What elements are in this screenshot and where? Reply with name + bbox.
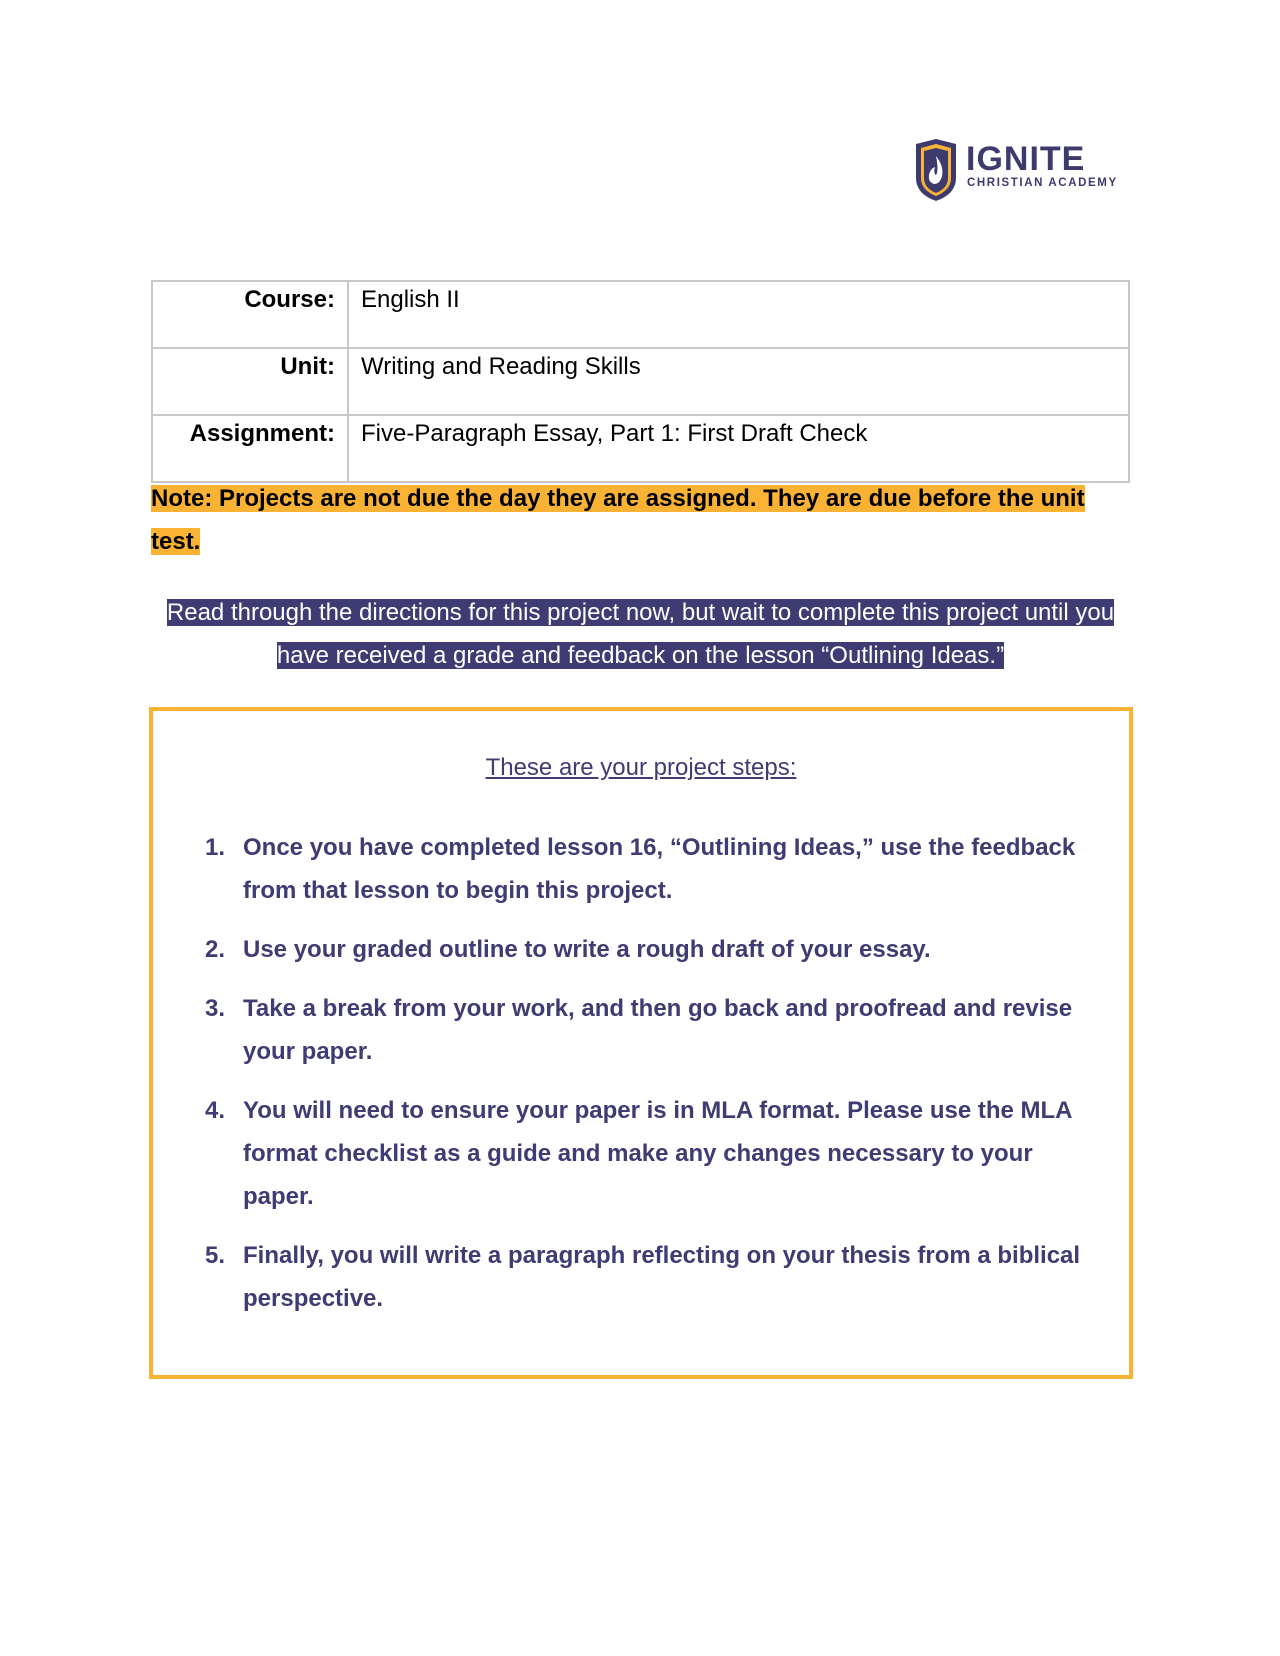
steps-title: These are your project steps:	[485, 754, 797, 781]
directions-text: Read through the directions for this project now, but wait to complete this project until you have received a grade and feedback on the lesson “Outlining Ideas.”	[166, 599, 1115, 669]
assignment-value: Five-Paragraph Essay, Part 1: First Draft Check	[348, 415, 1129, 482]
logo-brand-text: IGNITE	[966, 140, 1086, 178]
assignment-row	[152, 415, 1129, 482]
course-value: English II	[348, 281, 1129, 348]
step-number: 3.	[204, 995, 225, 1022]
step-number: 4.	[204, 1097, 225, 1124]
directions-notice	[151, 591, 1130, 677]
steps-list	[193, 826, 1093, 1336]
due-date-note	[151, 477, 1136, 563]
step-number: 2.	[204, 936, 225, 963]
note-text: Note: Projects are not due the day they are assigned. They are due before the unit test.	[151, 485, 1085, 555]
step-text: Once you have completed lesson 16, “Outlining Ideas,” use the feedback from that lesson to begin this project.	[243, 834, 1076, 904]
ignite-logo	[912, 138, 1122, 202]
step-text: Take a break from your work, and then go back and proofread and revise your paper.	[243, 995, 1073, 1065]
step-number: 1.	[204, 834, 225, 861]
step-item	[193, 1234, 1093, 1320]
step-number: 5.	[204, 1242, 225, 1269]
course-label: Course:	[152, 281, 348, 348]
step-item	[193, 826, 1093, 912]
assignment-info-table	[151, 280, 1130, 483]
step-text: Finally, you will write a paragraph reflecting on your thesis from a biblical perspective.	[243, 1242, 1081, 1312]
logo-subtitle-text: CHRISTIAN ACADEMY	[967, 177, 1118, 189]
step-text: Use your graded outline to write a rough draft of your essay.	[243, 936, 931, 963]
project-steps-box	[149, 707, 1133, 1379]
course-row	[152, 281, 1129, 348]
unit-label: Unit:	[152, 348, 348, 415]
unit-value: Writing and Reading Skills	[348, 348, 1129, 415]
step-item	[193, 928, 1093, 971]
step-item	[193, 1089, 1093, 1218]
flame-shield-icon	[912, 138, 960, 202]
unit-row	[152, 348, 1129, 415]
step-text: You will need to ensure your paper is in MLA format. Please use the MLA format checklist as a guide and make any changes necessary to your paper.	[243, 1097, 1072, 1210]
step-item	[193, 987, 1093, 1073]
assignment-label: Assignment:	[152, 415, 348, 482]
